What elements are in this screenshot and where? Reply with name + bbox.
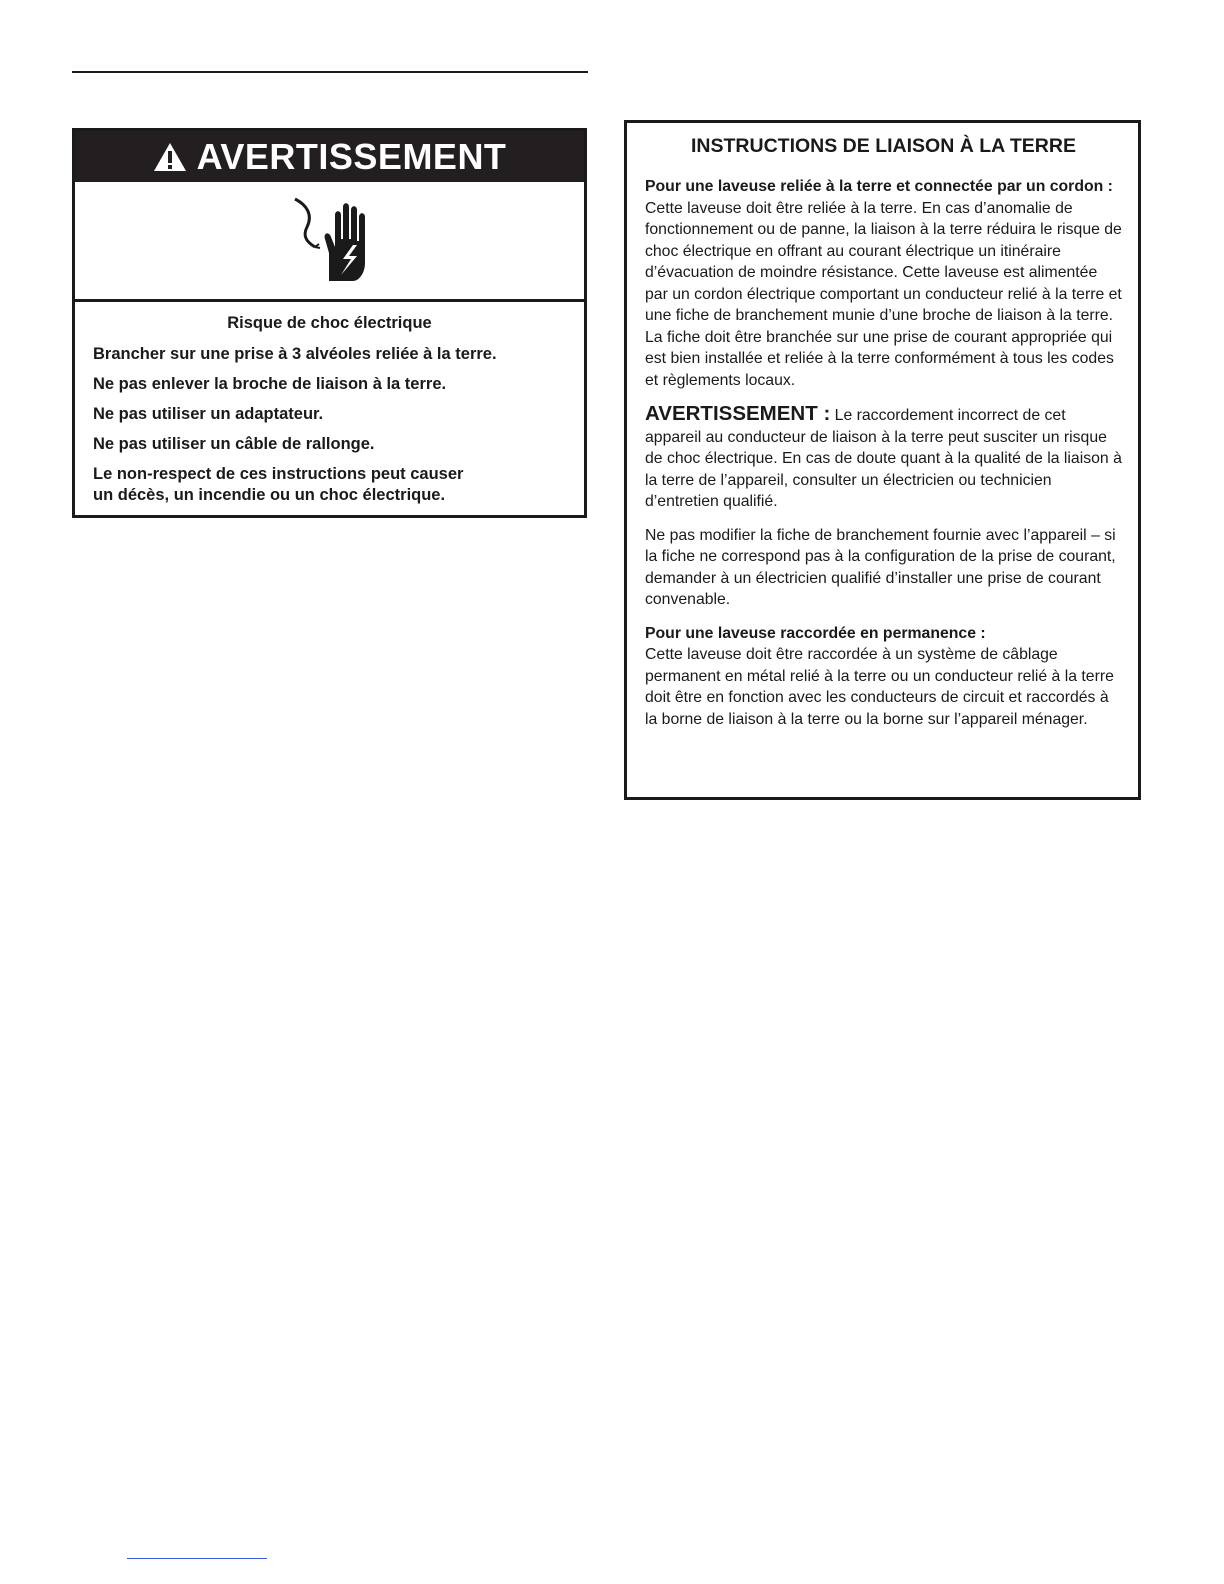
grounding-instructions-box	[624, 120, 1141, 800]
instructions-title: INSTRUCTIONS DE LIAISON À LA TERRE	[691, 135, 1076, 157]
warning-consequence-1: Le non-respect de ces instructions peut causer	[93, 465, 464, 483]
shock-hazard-area	[75, 182, 584, 302]
warning-line: Ne pas enlever la broche de liaison à la terre.	[93, 375, 447, 393]
warning-header	[75, 131, 584, 182]
cord-text: Cette laveuse doit être reliée à la terre. En cas d’anomalie de fonctionnement ou de panne, la liaison à la terre réduira le risque de choc électrique en offrant au courant électrique un itinéraire d’évacuation de moindre résistance. Cette laveuse est alimentée par un cordon électrique comportant un conducteur relié à la terre et une fiche de branchement munie d’une broche de liaison à la terre. La fiche doit être branchée sur une prise de courant appropriée qui est bien installée et reliée à la terre conformément à tous les codes et règlements locaux.	[645, 199, 1122, 389]
warning-line: Ne pas utiliser un adaptateur.	[93, 405, 324, 423]
warning-box	[72, 128, 587, 518]
plug-paragraph: Ne pas modifier la fiche de branchement fournie avec l’appareil – si la fiche ne correspond pas à la configuration de la prise de courant, demander à un électricien qualifié d’installer une prise de courant convenable.	[645, 526, 1116, 608]
footer-link-underline[interactable]	[127, 1558, 267, 1559]
warning-title: AVERTISSEMENT	[196, 135, 507, 177]
warning-consequence-2: un décès, un incendie ou un choc électrique.	[93, 486, 446, 504]
cord-heading: Pour une laveuse reliée à la terre et connectée par un cordon :	[645, 178, 1113, 195]
warning-body	[75, 302, 584, 506]
warning-subtitle: Risque de choc électrique	[227, 314, 432, 332]
top-rule	[72, 71, 588, 73]
electric-shock-hand-icon	[285, 193, 375, 288]
permanent-text: Cette laveuse doit être raccordée à un système de câblage permanent en métal relié à la terre ou un conducteur relié à la terre doit être en fonction avec les conducteurs de circuit et raccordés à la borne de liaison à la terre ou la borne sur l’appareil ménager.	[645, 646, 1114, 728]
warning-line: Brancher sur une prise à 3 alvéoles reliée à la terre.	[93, 345, 497, 363]
permanent-heading: Pour une laveuse raccordée en permanence :	[645, 624, 986, 642]
cord-section	[645, 176, 1122, 391]
warning-paragraph	[645, 403, 1122, 513]
inline-warning-text: Le raccordement incorrect de cet appareil au conducteur de liaison à la terre peut susciter un risque de choc électrique. En cas de doute quant à la qualité de la liaison à la terre de l’appareil, consulter un électricien ou technicien d’entretien qualifié.	[645, 407, 1122, 510]
inline-warning-label: AVERTISSEMENT :	[645, 402, 831, 425]
warning-line: Ne pas utiliser un câble de rallonge.	[93, 435, 375, 453]
permanent-section	[645, 623, 1122, 731]
warning-triangle-icon	[153, 142, 187, 172]
